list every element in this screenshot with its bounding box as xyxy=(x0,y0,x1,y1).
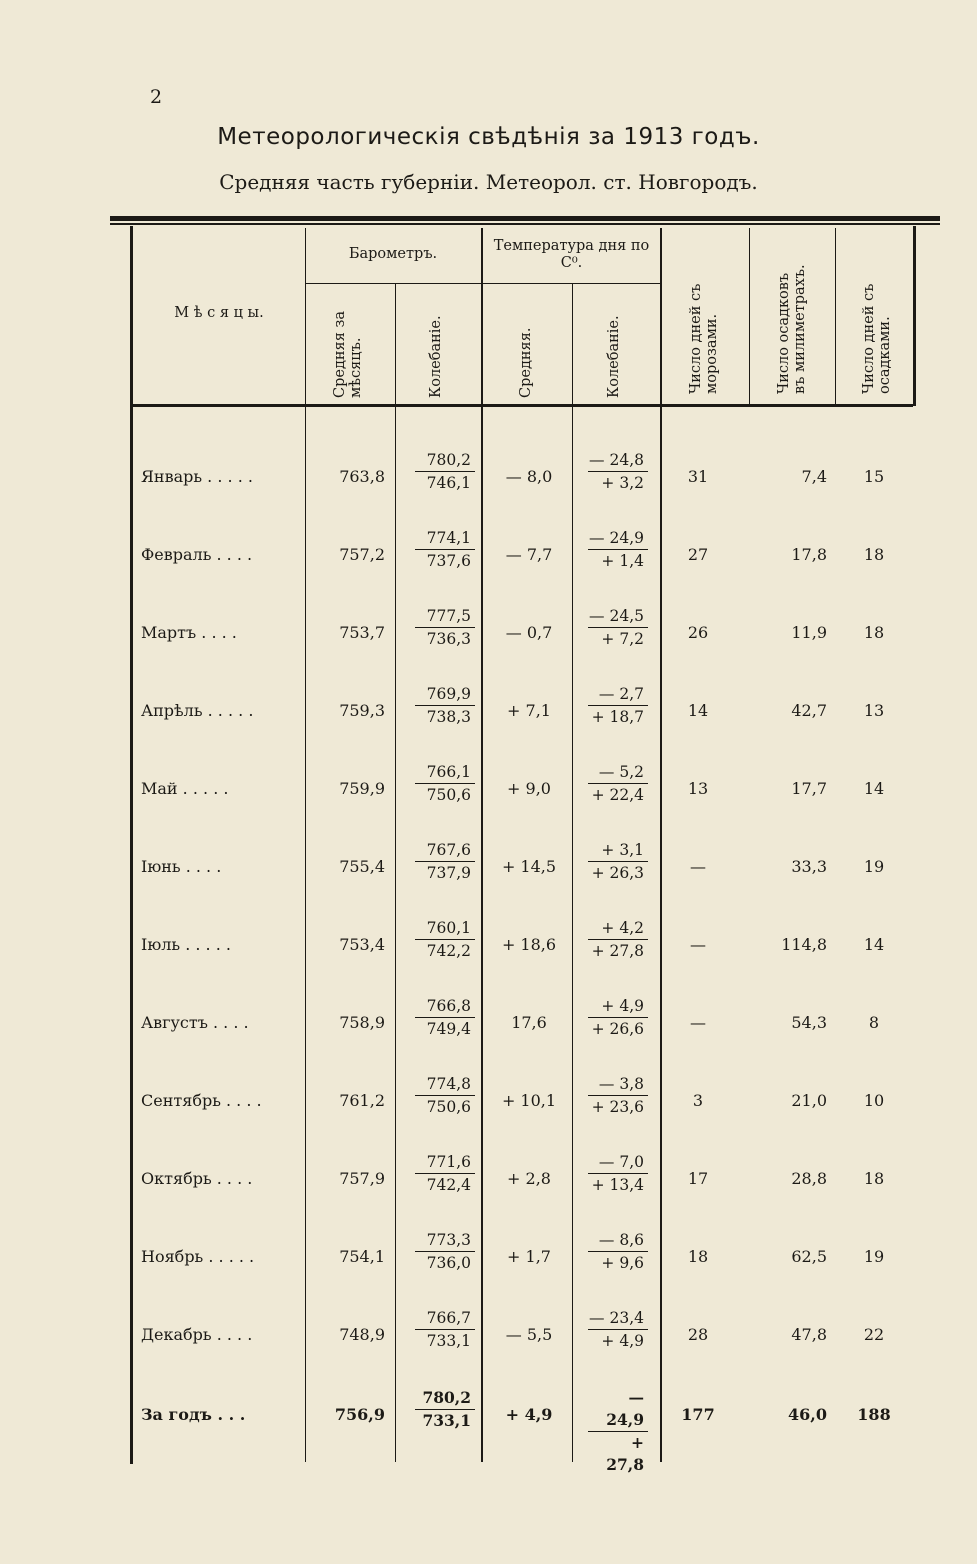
baro-range xyxy=(415,1151,475,1196)
temp-mean: + 18,6 xyxy=(501,934,557,954)
month-label: Май . . . . . xyxy=(141,778,229,798)
header-bottom-rule xyxy=(133,404,913,407)
temp-low: + 27,8 xyxy=(591,942,644,960)
baro-high: 767,6 xyxy=(415,839,475,862)
temp-range xyxy=(588,1151,648,1196)
table-row xyxy=(133,827,913,905)
temp-low: + 26,3 xyxy=(591,864,644,882)
header-precip-days: Число дней съ осадками. xyxy=(861,283,893,394)
precip-mm: 33,3 xyxy=(791,856,827,876)
baro-low: 746,1 xyxy=(426,474,471,492)
baro-high: 769,9 xyxy=(415,683,475,706)
baro-low: 736,0 xyxy=(426,1254,471,1272)
baro-high: 780,2 xyxy=(415,449,475,472)
temp-high: — 2,7 xyxy=(588,683,648,706)
table-row xyxy=(133,1139,913,1217)
precip-days: 8 xyxy=(868,1012,880,1032)
frost-days: 13 xyxy=(687,778,709,798)
temp-low: + 22,4 xyxy=(591,786,644,804)
temp-low: + 27,8 xyxy=(606,1433,644,1474)
month-label: Февраль . . . . xyxy=(141,544,253,564)
precip-mm: 7,4 xyxy=(801,466,827,486)
baro-low: 742,2 xyxy=(426,942,471,960)
baro-mean: 759,3 xyxy=(339,700,385,720)
precip-mm: 47,8 xyxy=(791,1324,827,1344)
month-label: Ноябрь . . . . . xyxy=(141,1246,255,1266)
month-label: Мартъ . . . . xyxy=(141,622,237,642)
col-divider xyxy=(749,228,750,406)
temp-low: + 13,4 xyxy=(591,1176,644,1194)
baro-mean: 757,2 xyxy=(339,544,385,564)
month-label: Январь . . . . . xyxy=(141,466,253,486)
baro-range xyxy=(415,683,475,728)
baro-mean: 754,1 xyxy=(339,1246,385,1266)
temp-mean: — 5,5 xyxy=(505,1324,553,1344)
baro-high: 766,7 xyxy=(415,1307,475,1330)
baro-mean: 758,9 xyxy=(339,1012,385,1032)
table-row xyxy=(133,515,913,593)
baro-high: 771,6 xyxy=(415,1151,475,1174)
temp-mean: + 4,9 xyxy=(505,1404,553,1424)
baro-high: 777,5 xyxy=(415,605,475,628)
temp-high: — 24,5 xyxy=(588,605,648,628)
baro-low: 750,6 xyxy=(426,786,471,804)
temp-range xyxy=(588,839,648,884)
precip-mm: 17,8 xyxy=(791,544,827,564)
page-number: 2 xyxy=(150,86,163,108)
temp-mean: + 10,1 xyxy=(501,1090,557,1110)
table-row xyxy=(133,983,913,1061)
header-temperature: Температура дня по С⁰. xyxy=(493,238,650,271)
month-label: Сентябрь . . . . xyxy=(141,1090,262,1110)
temp-high: — 23,4 xyxy=(588,1307,648,1330)
baro-low: 742,4 xyxy=(426,1176,471,1194)
temp-high: — 24,9 xyxy=(588,527,648,550)
precip-mm: 11,9 xyxy=(791,622,827,642)
temp-high: — 8,6 xyxy=(588,1229,648,1252)
baro-mean: 748,9 xyxy=(339,1324,385,1344)
table-row-total xyxy=(133,1375,913,1474)
baro-low: 733,1 xyxy=(426,1332,471,1350)
temp-low: + 9,6 xyxy=(601,1254,644,1272)
precip-days: 18 xyxy=(863,544,885,564)
baro-low: 750,6 xyxy=(426,1098,471,1116)
temp-low: + 7,2 xyxy=(601,630,644,648)
precip-days: 13 xyxy=(863,700,885,720)
temp-range xyxy=(588,995,648,1040)
frost-days: 31 xyxy=(687,466,709,486)
frost-days: 28 xyxy=(687,1324,709,1344)
baro-range xyxy=(415,1307,475,1352)
header-barometer: Барометръ. xyxy=(348,246,438,262)
baro-mean: 763,8 xyxy=(339,466,385,486)
table-right-border xyxy=(913,226,916,406)
baro-mean: 753,7 xyxy=(339,622,385,642)
temp-mean: — 7,7 xyxy=(505,544,553,564)
baro-mean: 756,9 xyxy=(334,1404,385,1424)
temp-low: + 4,9 xyxy=(601,1332,644,1350)
temp-high: + 3,1 xyxy=(588,839,648,862)
frost-days: 26 xyxy=(687,622,709,642)
frost-days: 14 xyxy=(687,700,709,720)
frost-days: — xyxy=(690,856,706,876)
temp-mean: + 2,8 xyxy=(507,1168,551,1188)
precip-mm: 46,0 xyxy=(788,1404,827,1424)
header-temp-mean: Средняя. xyxy=(518,327,534,398)
temp-range xyxy=(588,449,648,494)
baro-mean: 753,4 xyxy=(339,934,385,954)
table-row xyxy=(133,1061,913,1139)
frost-days: — xyxy=(690,934,706,954)
baro-mean: 757,9 xyxy=(339,1168,385,1188)
precip-days: 19 xyxy=(863,1246,885,1266)
precip-days: 14 xyxy=(863,934,885,954)
precip-mm: 21,0 xyxy=(791,1090,827,1110)
temp-mean: — 8,0 xyxy=(505,466,553,486)
precip-mm: 28,8 xyxy=(791,1168,827,1188)
table-row xyxy=(133,749,913,827)
temp-mean: + 14,5 xyxy=(501,856,557,876)
baro-mean: 761,2 xyxy=(339,1090,385,1110)
baro-high: 774,1 xyxy=(415,527,475,550)
page-title: Метеорологическія свѣдѣнія за 1913 годъ. xyxy=(217,124,760,150)
header-baro-mean: Средняя за мѣсяцъ. xyxy=(332,310,364,398)
top-rule xyxy=(110,216,940,221)
baro-high: 780,2 xyxy=(415,1387,475,1410)
temp-range xyxy=(588,761,648,806)
temp-low: + 3,2 xyxy=(601,474,644,492)
baro-low: 749,4 xyxy=(426,1020,471,1038)
precip-days: 18 xyxy=(863,1168,885,1188)
temp-range xyxy=(588,917,648,962)
month-label: За годъ . . . xyxy=(141,1404,246,1424)
baro-range xyxy=(415,527,475,572)
precip-days: 19 xyxy=(863,856,885,876)
temp-mean: + 9,0 xyxy=(507,778,551,798)
header-precip-mm: Число осадковъ въ милиметрахъ. xyxy=(776,264,808,394)
top-rule-thin xyxy=(110,223,940,225)
frost-days: 18 xyxy=(687,1246,709,1266)
baro-high: 766,1 xyxy=(415,761,475,784)
frost-days: 17 xyxy=(687,1168,709,1188)
precip-mm: 62,5 xyxy=(791,1246,827,1266)
temp-high: — 24,9 xyxy=(588,1387,648,1432)
baro-range xyxy=(415,839,475,884)
baro-range xyxy=(415,1073,475,1118)
temp-range xyxy=(588,1307,648,1352)
baro-high: 766,8 xyxy=(415,995,475,1018)
temp-high: — 3,8 xyxy=(588,1073,648,1096)
table-row xyxy=(133,1217,913,1295)
precip-mm: 17,7 xyxy=(791,778,827,798)
temp-mean: + 1,7 xyxy=(507,1246,551,1266)
baro-low: 736,3 xyxy=(426,630,471,648)
temp-mean: 17,6 xyxy=(511,1012,547,1032)
precip-mm: 54,3 xyxy=(791,1012,827,1032)
table-row xyxy=(133,905,913,983)
temp-high: — 5,2 xyxy=(588,761,648,784)
month-label: Декабрь . . . . xyxy=(141,1324,253,1344)
frost-days: 177 xyxy=(681,1404,715,1424)
temp-high: — 7,0 xyxy=(588,1151,648,1174)
precip-days: 18 xyxy=(863,622,885,642)
temp-range xyxy=(588,605,648,650)
header-subrule xyxy=(483,283,660,284)
baro-mean: 759,9 xyxy=(339,778,385,798)
month-label: Октябрь . . . . xyxy=(141,1168,253,1188)
baro-low: 737,6 xyxy=(426,552,471,570)
temp-range xyxy=(588,683,648,728)
temp-low: + 26,6 xyxy=(591,1020,644,1038)
page-subtitle: Средняя часть губерніи. Метеорол. ст. Новгородъ. xyxy=(219,170,758,194)
baro-range xyxy=(415,995,475,1040)
temp-low: + 23,6 xyxy=(591,1098,644,1116)
temp-range xyxy=(588,1073,648,1118)
frost-days: 3 xyxy=(692,1090,704,1110)
precip-days: 22 xyxy=(863,1324,885,1344)
baro-high: 773,3 xyxy=(415,1229,475,1252)
month-label: Іюнь . . . . xyxy=(141,856,222,876)
baro-low: 733,1 xyxy=(422,1411,471,1430)
baro-mean: 755,4 xyxy=(339,856,385,876)
header-subrule xyxy=(305,283,481,284)
precip-days: 188 xyxy=(857,1404,891,1424)
baro-range xyxy=(415,1229,475,1274)
table-row xyxy=(133,671,913,749)
temp-high: — 24,8 xyxy=(588,449,648,472)
baro-range xyxy=(415,761,475,806)
table-row xyxy=(133,593,913,671)
month-label: Апрѣль . . . . . xyxy=(141,700,254,720)
header-frost-days: Число дней съ морозами. xyxy=(688,283,720,394)
frost-days: 27 xyxy=(687,544,709,564)
baro-high: 760,1 xyxy=(415,917,475,940)
baro-range xyxy=(415,1387,475,1432)
month-label: Іюль . . . . . xyxy=(141,934,231,954)
precip-mm: 42,7 xyxy=(791,700,827,720)
temp-mean: — 0,7 xyxy=(505,622,553,642)
precip-days: 10 xyxy=(863,1090,885,1110)
table-row xyxy=(133,1295,913,1373)
temp-mean: + 7,1 xyxy=(507,700,551,720)
header-temp-range: Колебаніе. xyxy=(606,315,622,398)
baro-high: 774,8 xyxy=(415,1073,475,1096)
precip-days: 14 xyxy=(863,778,885,798)
baro-low: 738,3 xyxy=(426,708,471,726)
precip-days: 15 xyxy=(863,466,885,486)
baro-low: 737,9 xyxy=(426,864,471,882)
month-label: Августъ . . . . xyxy=(141,1012,249,1032)
temp-range xyxy=(588,527,648,572)
precip-mm: 114,8 xyxy=(781,934,827,954)
header-baro-range: Колебаніе. xyxy=(428,315,444,398)
baro-range xyxy=(415,917,475,962)
temp-low: + 18,7 xyxy=(591,708,644,726)
baro-range xyxy=(415,449,475,494)
temp-range xyxy=(588,1229,648,1274)
table-row xyxy=(133,437,913,515)
header-months: М ѣ с я ц ы. xyxy=(174,305,264,321)
col-divider xyxy=(835,228,836,406)
baro-range xyxy=(415,605,475,650)
temp-high: + 4,9 xyxy=(588,995,648,1018)
temp-range xyxy=(588,1387,648,1476)
temp-low: + 1,4 xyxy=(601,552,644,570)
temp-high: + 4,2 xyxy=(588,917,648,940)
frost-days: — xyxy=(690,1012,706,1032)
